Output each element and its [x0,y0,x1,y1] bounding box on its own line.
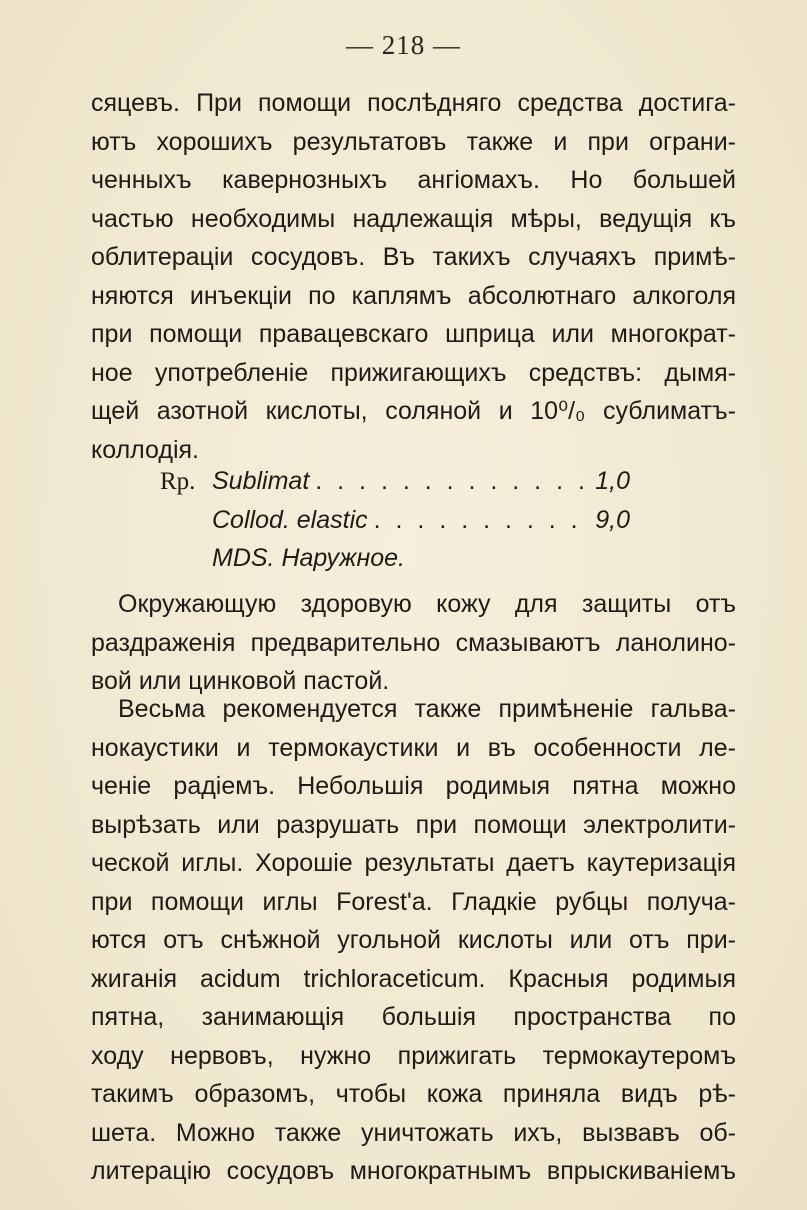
paragraph-3 [91,690,736,1191]
text-line: жиганія acidum trichloraceticum. Красныя родимыя [91,964,736,993]
paragraph-1 [91,84,736,469]
page-number: — 218 — [346,30,461,60]
text-line: вой или цинковой пастой. [91,667,390,695]
prescription-prefix: Rp. [160,468,196,495]
prescription-ingredient: Collod. elastic [212,505,368,534]
text-line: облитераціи сосудовъ. Въ такихъ случаяхъ примѣ- [91,243,736,271]
text-line: Весьма рекомендуется также примѣненіе гальва- [118,695,736,723]
prescription-row [160,539,630,578]
text-line: пятна, занимающія большія пространства по [91,1003,736,1031]
text-line: при помощи правацевскаго шприца или многократ- [91,320,736,348]
prescription-row [160,462,630,501]
text-line: ное употребленіе прижигающихъ средствъ: дымя- [91,358,736,387]
text-line: ченныхъ кавернозныхъ ангіомахъ. Но большей [91,166,736,194]
prescription-formula [160,462,630,578]
prescription-row [160,501,630,540]
text-line: ютъ хорошихъ результатовъ также и при ограни- [91,127,736,156]
text-line: литерацію сосудовъ многократнымъ впрыскиваніемъ [91,1157,736,1185]
prescription-ingredient: Sublimat [212,467,310,495]
text-line: няются инъекціи по каплямъ абсолютнаго алкоголя [91,281,736,310]
prescription-amount: 9,0 [595,505,630,534]
text-line: вырѣзать или разрушать при помощи электролити- [91,810,736,839]
text-line: ческой иглы. Хорошіе результаты даетъ каутеризація [91,849,736,877]
text-line: шета. Можно также уничтожать ихъ, вызвавъ об- [91,1118,736,1147]
text-line: раздраженія предварительно смазываютъ ланолино- [91,628,736,657]
prescription-amount: 1,0 [595,467,630,495]
text-line: при помощи иглы Forest'а. Гладкіе рубцы получа- [91,887,736,916]
text-line: Окружающую здоровую кожу для защиты отъ [118,590,736,618]
paragraph-2 [91,585,736,701]
text-line: ченіе радіемъ. Небольшія родимыя пятна можно [91,772,736,800]
text-line: сяцевъ. При помощи послѣдняго средства достига- [91,89,736,117]
text-line: ются отъ снѣжной угольной кислоты или отъ при- [91,926,736,954]
text-line: ходу нервовъ, нужно прижигать термокаутеромъ [91,1041,736,1070]
text-line: частью необходимы надлежащія мѣры, ведущія къ [91,204,736,233]
dot-leader [374,501,584,540]
text-line: щей азотной кислоты, соляной и 10⁰/₀ сублиматъ- [91,397,736,425]
prescription-instruction: MDS. Наружное. [212,544,405,572]
text-line: коллодія. [91,435,200,464]
text-line: нокаустики и термокаустики и въ особенности ле- [91,733,736,762]
dot-leader [315,462,584,501]
text-line: такимъ образомъ, чтобы кожа приняла видъ рѣ- [91,1080,736,1108]
